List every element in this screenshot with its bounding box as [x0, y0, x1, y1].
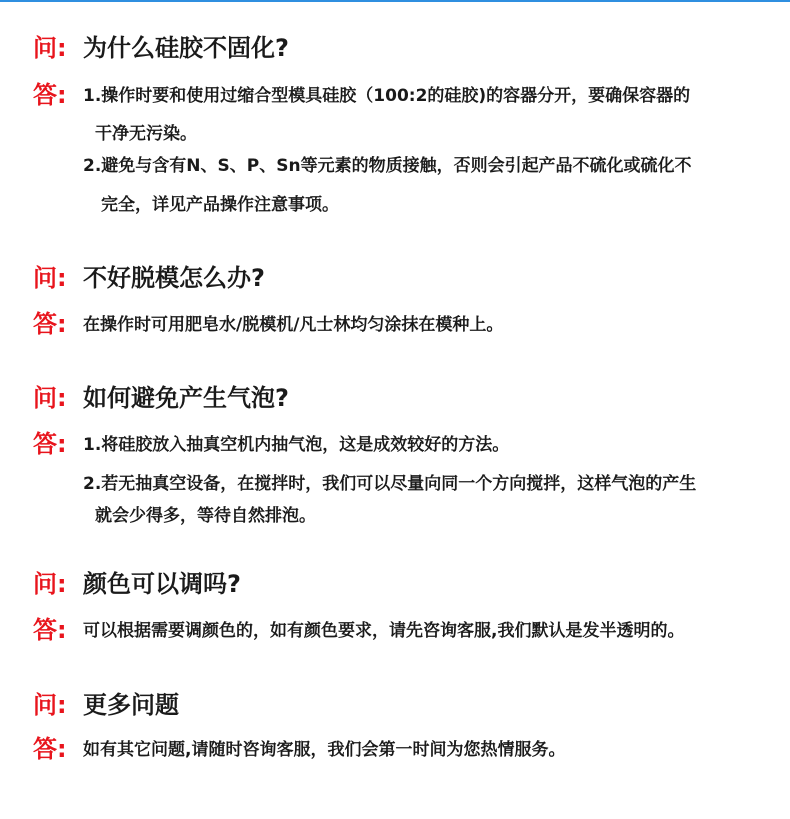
answer-line: 就会少得多，等待自然排泡。 [95, 506, 316, 526]
answer-line: 1.操作时要和使用过缩合型模具硅胶（100:2的硅胶)的容器分开，要确保容器的 [83, 86, 691, 106]
answer-line: 完全，详见产品操作注意事项。 [101, 195, 339, 215]
answer-label: 答: [33, 430, 67, 458]
answer-label: 答: [33, 616, 67, 644]
question-label: 问: [33, 570, 67, 598]
answer-line: 可以根据需要调颜色的，如有颜色要求，请先咨询客服,我们默认是发半透明的。 [83, 621, 685, 641]
answer-line: 如有其它问题,请随时咨询客服，我们会第一时间为您热情服务。 [83, 740, 566, 760]
top-divider [0, 0, 790, 2]
question-text: 更多问题 [83, 691, 179, 719]
answer-line: 2.若无抽真空设备，在搅拌时，我们可以尽量向同一个方向搅拌，这样气泡的产生 [83, 474, 697, 494]
question-text: 不好脱模怎么办? [83, 264, 265, 292]
answer-line: 2.避免与含有N、S、P、Sn等元素的物质接触，否则会引起产品不硫化或硫化不 [83, 156, 692, 176]
question-label: 问: [33, 34, 67, 62]
question-text: 为什么硅胶不固化? [83, 34, 289, 62]
answer-label: 答: [33, 735, 67, 763]
question-label: 问: [33, 691, 67, 719]
answer-label: 答: [33, 81, 67, 109]
answer-line: 1.将硅胶放入抽真空机内抽气泡，这是成效较好的方法。 [83, 435, 510, 455]
answer-line: 在操作时可用肥皂水/脱模机/凡士林均匀涂抹在模种上。 [83, 315, 504, 335]
answer-label: 答: [33, 310, 67, 338]
question-text: 如何避免产生气泡? [83, 384, 289, 412]
question-text: 颜色可以调吗? [83, 570, 241, 598]
question-label: 问: [33, 384, 67, 412]
question-label: 问: [33, 264, 67, 292]
answer-line: 干净无污染。 [95, 124, 197, 144]
